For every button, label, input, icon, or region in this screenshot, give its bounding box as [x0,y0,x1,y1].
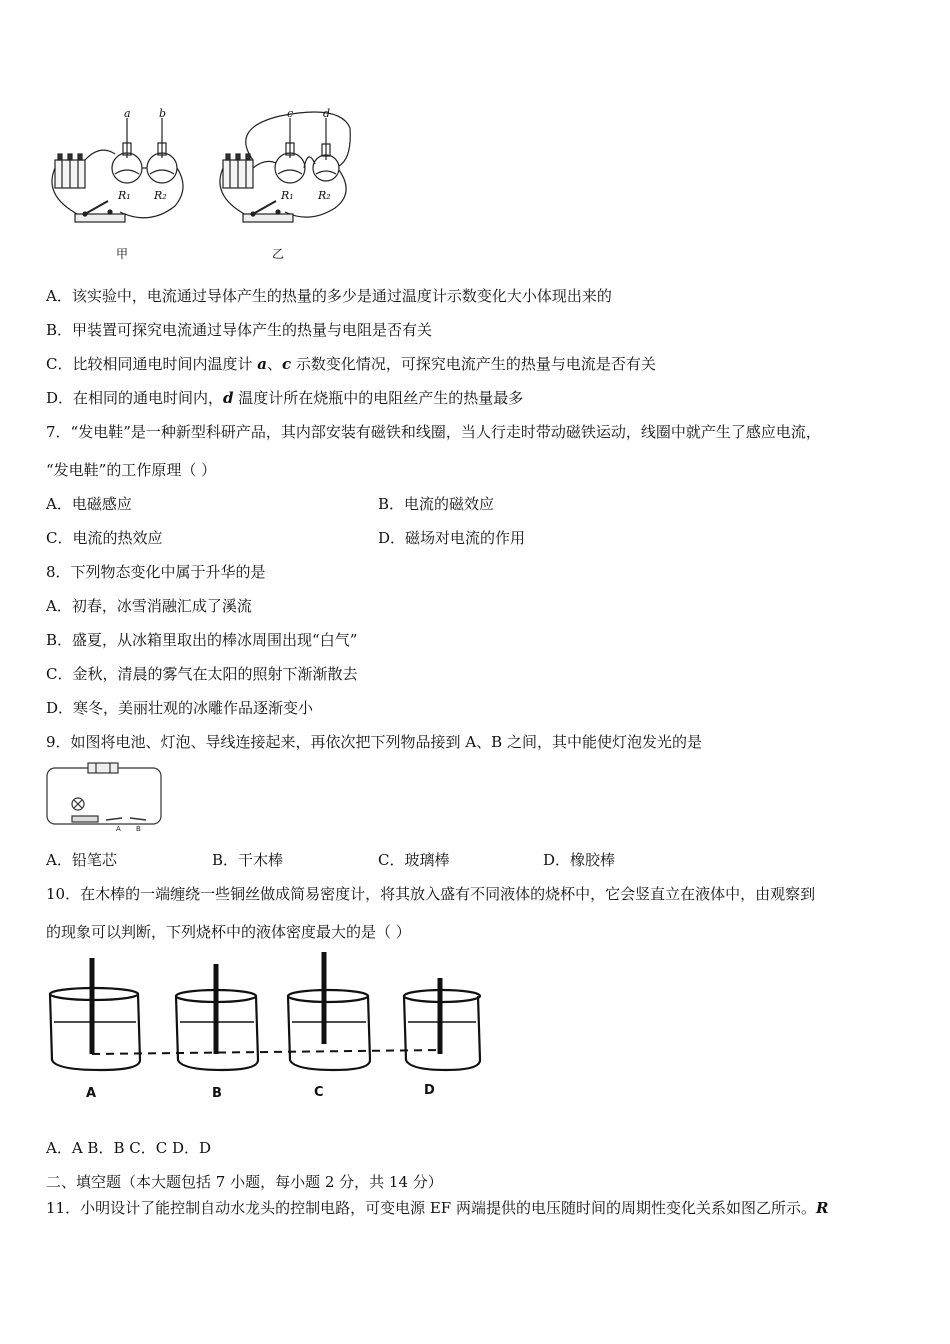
q6-d-pre: D．在相同的通电时间内， [46,389,224,407]
q7-stem-line1: 7．“发电鞋”是一种新型科研产品，其内部安装有磁铁和线圈，当人行走时带动磁铁运动，线圈中就产生了感应电流， [46,423,821,441]
q7-stem-line2: “发电鞋”的工作原理（ ） [46,461,217,479]
q8-option-d: D．寒冬，美丽壮观的冰雕作品逐渐变小 [46,699,314,717]
q6-option-c [46,354,656,374]
q7-option-b: B．电流的磁效应 [378,495,495,513]
caption-yi: 乙 [272,247,285,261]
q6-c-pre: C．比较相同通电时间内温度计 [46,355,258,373]
q9-option-c: C．玻璃棒 [378,851,450,869]
q8-option-b: B．盛夏，从冰箱里取出的棒冰周围出现“白气” [46,631,358,649]
q10-options: A．A B．B C．C D．D [46,1139,212,1157]
q8-stem: 8．下列物态变化中属于升华的是 [46,563,266,581]
label-a: a [124,108,131,120]
q6-c-post: 示数变化情况，可探究电流产生的热量与电流是否有关 [291,355,656,373]
label-r1: R₁ [118,189,131,202]
section-heading: 二、填空题（本大题包括 7 小题，每小题 2 分，共 14 分） [46,1173,443,1191]
q10-stem-line2: 的现象可以判断，下列烧杯中的液体密度最大的是（ ） [46,923,411,941]
q7-option-c: C．电流的热效应 [46,529,163,547]
beaker-label-d: D [424,1083,435,1098]
q6-option-d [46,388,523,408]
q6-c-mid: 、 [266,355,282,373]
q6-d-var: d [223,389,234,407]
label-c: c [287,108,294,120]
q7-option-d: D．磁场对电流的作用 [378,529,526,547]
q9-stem: 9．如图将电池、灯泡、导线连接起来，再依次把下列物品接到 A、B 之间，其中能使灯泡发光的是 [46,733,702,751]
beaker-label-b: B [212,1086,222,1100]
caption-jia: 甲 [116,247,129,261]
q6-c-var-a: a [257,355,267,373]
q9-option-a: A．铅笔芯 [46,851,117,869]
label-b: b [159,108,167,120]
label-r2b: R₂ [318,189,331,202]
q9-circuit-figure [44,760,166,834]
q6-d-post: 温度计所在烧瓶中的电阻丝产生的热量最多 [233,389,524,407]
q9-label-b: B [136,825,141,833]
q10-beakers-figure [44,950,494,1100]
q9-option-d: D．橡胶棒 [543,851,616,869]
beaker-label-a: A [86,1086,97,1100]
beaker-label-c: C [314,1085,324,1100]
q9-label-a: A [116,825,121,833]
q6-figure [40,108,370,268]
q7-option-a: A．电磁感应 [46,495,132,513]
label-r1b: R₁ [281,189,294,202]
q8-option-c: C．金秋，清晨的雾气在太阳的照射下渐渐散去 [46,665,358,683]
q9-option-b: B．干木棒 [212,851,284,869]
q11-var-r: R [816,1199,829,1217]
label-r2: R₂ [154,189,167,202]
q11-stem [46,1198,828,1218]
q6-option-a: A．该实验中，电流通过导体产生的热量的多少是通过温度计示数变化大小体现出来的 [46,287,612,305]
q8-option-a: A．初春，冰雪消融汇成了溪流 [46,597,252,615]
q10-stem-line1: 10．在木棒的一端缠绕一些铜丝做成简易密度计，将其放入盛有不同液体的烧杯中，它会竖直立在液体中，由观察到 [46,885,816,903]
label-d: d [323,108,331,120]
q6-option-b: B．甲装置可探究电流通过导体产生的热量与电阻是否有关 [46,321,433,339]
q11-stem-text: 11．小明设计了能控制自动水龙头的控制电路，可变电源 EF 两端提供的电压随时间的周期性变化关系如图乙所示。 [46,1199,816,1217]
q6-c-var-c: c [282,355,292,373]
